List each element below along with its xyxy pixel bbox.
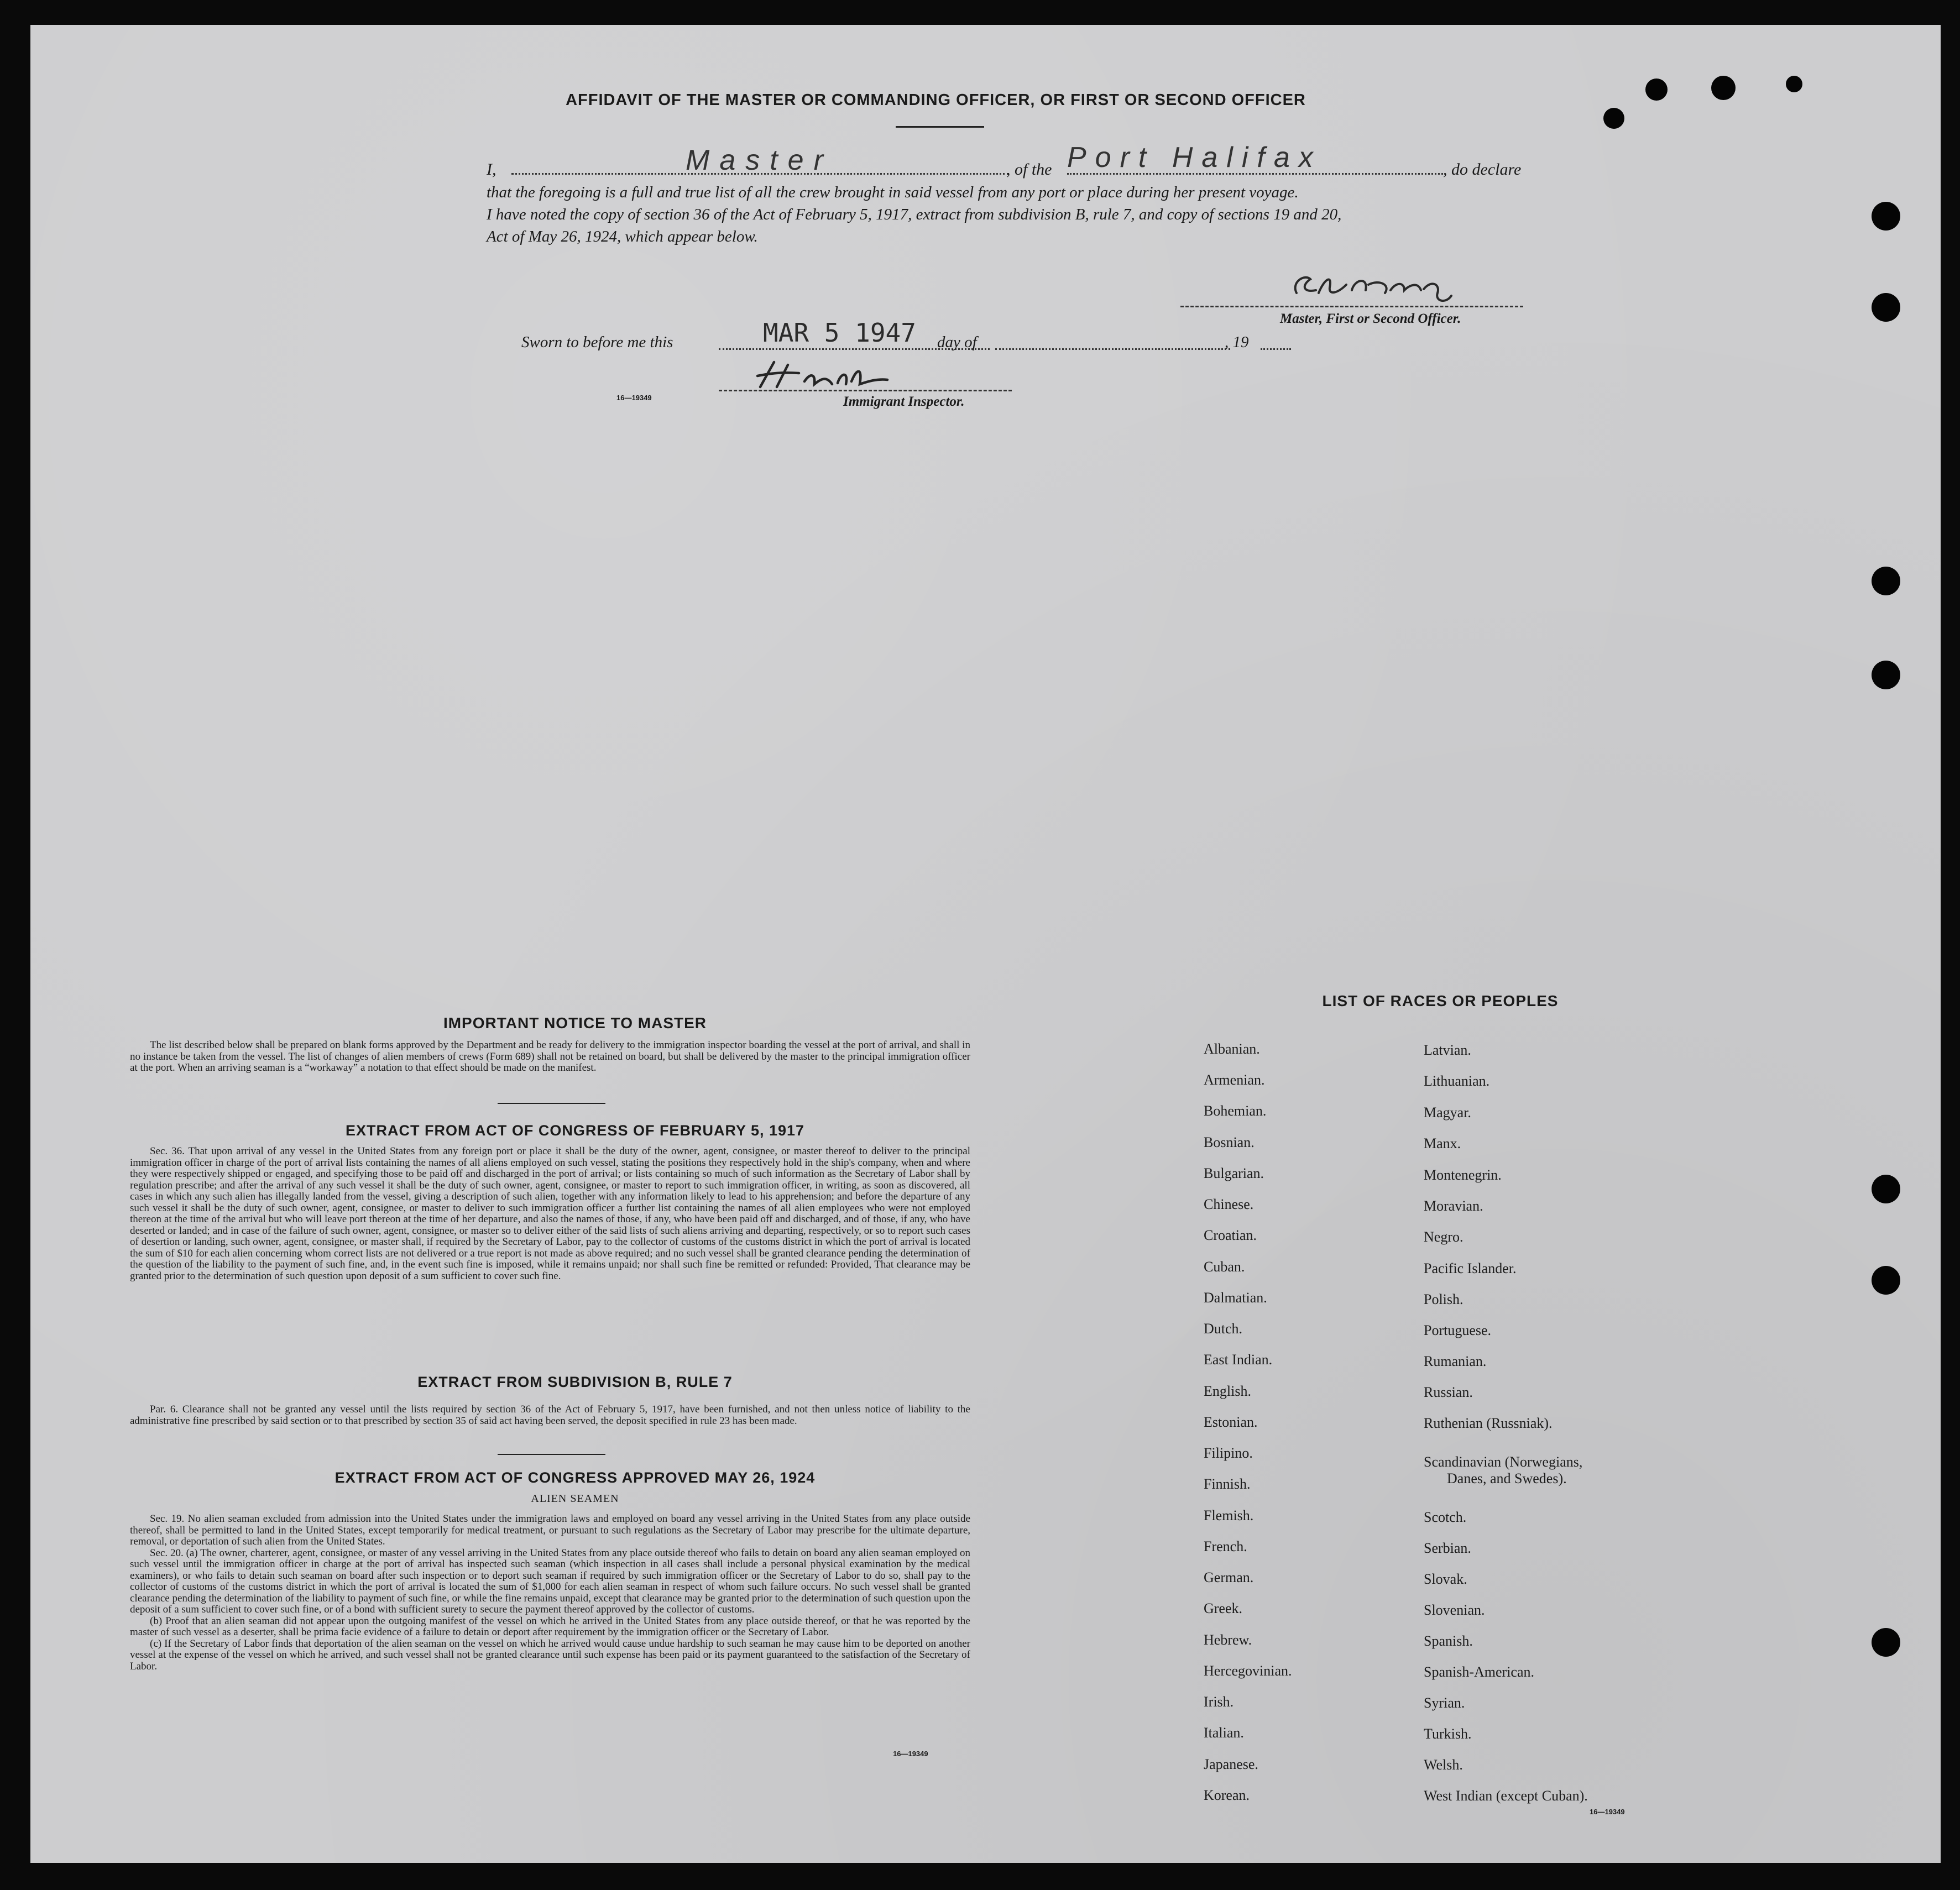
month-line (995, 348, 1230, 350)
race-col2-item: Slovenian. (1424, 1602, 1485, 1618)
race-col2-item: Serbian. (1424, 1540, 1471, 1556)
notice-text (130, 1040, 970, 1074)
section-20b-paragraph: (b) Proof that an alien seaman did not appear upon the outgoing manifest of the vessel on which he arrived in the United States from any place outside thereof, or that he was reported by the master of such vessel as a deserter, shall be prima facie evidence of a failure to detain or deport after requirement by the immigration officer or the Secretary of Labor. (130, 1615, 970, 1638)
section-20c-paragraph: (c) If the Secretary of Labor finds that deportation of the alien seaman on the vessel on which he arrived would cause undue hardship to such seaman he may cause him to be deported on another vessel at the expense of the vessel on which he arrived, and such vessel shall not be granted clearance until such expense has been paid or its payment guaranteed to the satisfaction of the Secretary of Labor. (130, 1637, 970, 1672)
i-label: I, (487, 160, 496, 179)
race-col2-item: Rumanian. (1424, 1353, 1487, 1369)
name-handwritten: Master (686, 144, 833, 176)
section-20a-paragraph: Sec. 20. (a) The owner, charterer, agent, consignee, or master of any vessel arriving in the United States from any place outside thereof who fails to detain on board any alien seaman employed on such vessel until the immigration officer in charge at the port of arrival has inspected such seaman (which inspection in all cases shall include a personal physical examination by the medical examiners), or who fails to detain such seaman on board after such inspection or to deport such seaman if required by such immigration officer or the Secretary of Labor to do so, shall pay to the collector of customs of the customs district in which the port of arrival is located the sum of $1,000 for each alien seaman in respect of whom such failure occurs. No such vessel shall be granted clearance pending the determination of the liability to payment of such fine, or while the fine remains unpaid, except that clearance may be granted prior to the determination of such question upon the deposit of a sum sufficient to cover such fine, or of a bond with sufficient surety to secure the payment thereof approved by the collector of customs. (130, 1547, 970, 1615)
race-col2-item: Pacific Islander. (1424, 1260, 1517, 1276)
race-col2-item: Scotch. (1424, 1509, 1467, 1525)
year-label: , 19 (1225, 333, 1249, 351)
punch-hole (1603, 108, 1624, 129)
race-col2-continuation: Danes, and Swedes). (1447, 1470, 1567, 1486)
form-number-bottom-right: 16—19349 (1590, 1808, 1625, 1816)
race-col2-item: Manx. (1424, 1135, 1461, 1151)
race-col2-item: Montenegrin. (1424, 1167, 1502, 1183)
affidavit-line-3: I have noted the copy of section 36 of the Act of February 5, 1917, extract from subdivision B, rule 7, and copy of sections 19 and 20, (487, 206, 1342, 223)
punch-hole (1872, 661, 1900, 689)
rule-7-text (130, 1404, 970, 1427)
race-col1-item: Flemish. (1204, 1507, 1254, 1523)
race-col2-item: West Indian (except Cuban). (1424, 1788, 1588, 1804)
title-divider (896, 126, 984, 128)
section-36-paragraph: Sec. 36. That upon arrival of any vessel in the United States from any foreign port or place it shall be the duty of the owner, agent, consignee, or master thereof to deliver to the principal immigration officer in charge of the port of arrival lists containing the names of all aliens employed on such vessel, stating the positions they respectively hold in the ship's company, when and where they were respectively shipped or engaged, and specifying those to be paid off and discharged in the port of arrival; or lists containing so much of such information as the Secretary of Labor shall by regulation prescribe; and after the arrival of any such vessel it shall be the duty of such owner, agent, consignee, or master to report to such immigration officer, in writing, as soon as discovered, all cases in which any such alien has illegally landed from the vessel, giving a description of such alien, together with any information likely to lead to his apprehension; and before the departure of any such vessel it shall be the duty of such owner, agent, consignee, or master to deliver to such immigration officer a further list containing the names of all alien employees who were not employed thereon at the time of the arrival but who will leave port thereon at the time of her departure, and also the names of those, if any, who have been paid off and discharged, and of those, if any, who have deserted or landed; and in case of the failure of such owner, agent, consignee, or master so to deliver either of the said lists of such aliens arriving and departing, respectively, or so to report such cases of desertion or landing, such owner, agent, consignee, or master shall, if required by the Secretary of Labor, pay to the collector of customs of the customs district in which the port of arrival is located the sum of $10 for each alien concerning whom correct lists are not delivered or a true report is not made as above required; and no such vessel shall be granted clearance pending the determination of the question of the liability to the payment of such fine, and, in the event such fine is imposed, while it remains unpaid; nor shall such fine be remitted or refunded: Provided, That clearance may be granted prior to the determination of such question upon deposit of a sum sufficient to cover such fine. (130, 1145, 970, 1282)
race-col1-item: Armenian. (1204, 1072, 1265, 1088)
race-col1-item: Finnish. (1204, 1476, 1251, 1492)
race-col1-item: Albanian. (1204, 1041, 1260, 1057)
punch-hole (1872, 293, 1900, 322)
inspector-signature-line (719, 390, 1012, 391)
affidavit-line-4: Act of May 26, 1924, which appear below. (487, 228, 758, 245)
race-col1-item: German. (1204, 1569, 1254, 1585)
master-caption: Master, First or Second Officer. (1280, 311, 1461, 326)
race-col2-item: Turkish. (1424, 1726, 1472, 1742)
day-of-label: day of (937, 333, 977, 351)
race-col1-item: Dalmatian. (1204, 1290, 1267, 1306)
race-col2-item: Lithuanian. (1424, 1073, 1490, 1089)
race-col2-item: Slovak. (1424, 1571, 1467, 1587)
race-col2-item: Negro. (1424, 1229, 1464, 1245)
rule-7-divider (498, 1454, 605, 1455)
race-col2-item: Portuguese. (1424, 1322, 1492, 1338)
race-col1-item: Estonian. (1204, 1414, 1258, 1430)
extract-1924-text (130, 1514, 970, 1672)
rule-7-title: EXTRACT FROM SUBDIVISION B, RULE 7 (417, 1374, 733, 1390)
affidavit-line-2: that the foregoing is a full and true list of all the crew brought in said vessel from any port or place during her present voyage. (487, 184, 1299, 201)
race-col1-item: French. (1204, 1538, 1247, 1554)
race-col2-item: Moravian. (1424, 1198, 1483, 1214)
race-col1-item: Greek. (1204, 1600, 1243, 1616)
notice-title: IMPORTANT NOTICE TO MASTER (443, 1014, 707, 1032)
punch-hole (1872, 1266, 1900, 1295)
master-signature-line (1180, 306, 1523, 307)
race-col1-item: Dutch. (1204, 1321, 1243, 1337)
extract-1924-title: EXTRACT FROM ACT OF CONGRESS APPROVED MAY 26, 1924 (334, 1469, 816, 1486)
race-col1-item: Bulgarian. (1204, 1165, 1264, 1181)
race-col1-item: Hercegovinian. (1204, 1663, 1292, 1679)
sworn-label: Sworn to before me this (521, 333, 673, 351)
race-col2-item: Syrian. (1424, 1695, 1465, 1711)
race-col1-item: Japanese. (1204, 1756, 1258, 1772)
race-col2-item: Spanish. (1424, 1633, 1473, 1649)
race-col2-item: Polish. (1424, 1291, 1464, 1307)
section-19-paragraph: Sec. 19. No alien seaman excluded from admission into the United States under the immigration laws and employed on board any vessel arriving in the United States from any place outside thereof, shall be permitted to land in the United States, except temporarily for medical treatment, or pursuant to such regulations as the Secretary of Labor may prescribe for the ultimate departure, removal, or deportation of such alien from the United States. (130, 1513, 970, 1547)
master-signature (1285, 263, 1473, 307)
race-col1-item: Cuban. (1204, 1259, 1245, 1275)
do-declare-label: , do declare (1443, 160, 1522, 179)
race-col2-item: Scandinavian (Norwegians, (1424, 1454, 1583, 1470)
extract-1917-title: EXTRACT FROM ACT OF CONGRESS OF FEBRUARY 5, 1917 (345, 1122, 805, 1139)
notice-paragraph: The list described below shall be prepared on blank forms approved by the Department and be ready for delivery to the immigration inspector boarding the vessel at the port of arrival, and shall in no instance be taken from the vessel. The list of changes of alien members of crews (Form 689) shall not be retained on board, but shall be delivered by the master to the principal immigration officer at the port. When an arriving seaman is a “workaway” a notation to that effect should be made on the manifest. (130, 1039, 970, 1074)
punch-hole (1872, 567, 1900, 595)
race-col2-item: Welsh. (1424, 1757, 1463, 1773)
race-col2-item: Ruthenian (Russniak). (1424, 1415, 1553, 1431)
of-the-label: , of the (1006, 160, 1052, 179)
race-col1-item: East Indian. (1204, 1352, 1273, 1368)
alien-seamen-subtitle: ALIEN SEAMEN (531, 1493, 619, 1505)
rule-7-paragraph: Par. 6. Clearance shall not be granted any vessel until the lists required by section 36 of the Act of February 5, 1917, have been furnished, and not then unless notice of liability to the administrative fine prescribed by said section or to that prescribed by section 35 of said act having been served, the deposit specified in rule 23 has been made. (130, 1404, 970, 1427)
punch-hole (1872, 202, 1900, 231)
race-col1-item: Bohemian. (1204, 1103, 1267, 1119)
race-col1-item: Hebrew. (1204, 1632, 1252, 1648)
race-col2-item: Spanish-American. (1424, 1664, 1535, 1680)
race-col1-item: Irish. (1204, 1694, 1234, 1710)
race-col1-item: Filipino. (1204, 1445, 1253, 1461)
race-col1-item: Italian. (1204, 1725, 1244, 1741)
vessel-handwritten: Port Halifax (1067, 142, 1322, 174)
race-col2-item: Magyar. (1424, 1104, 1471, 1121)
race-col2-item: Russian. (1424, 1384, 1473, 1400)
year-line (1261, 348, 1291, 350)
races-title: LIST OF RACES OR PEOPLES (1322, 992, 1559, 1009)
race-col1-item: Bosnian. (1204, 1134, 1255, 1150)
punch-hole (1872, 1175, 1900, 1203)
inspector-caption: Immigrant Inspector. (843, 394, 965, 409)
form-number-bottom-left: 16—19349 (893, 1750, 928, 1758)
race-col1-item: Croatian. (1204, 1227, 1257, 1243)
form-number-top: 16—19349 (616, 394, 652, 402)
punch-hole (1872, 1628, 1900, 1657)
race-col1-item: Korean. (1204, 1787, 1250, 1803)
affidavit-title: AFFIDAVIT OF THE MASTER OR COMMANDING OFFICER, OR FIRST OR SECOND OFFICER (566, 91, 1306, 109)
punch-hole (1786, 76, 1802, 92)
extract-1917-text (130, 1146, 970, 1282)
notice-divider (498, 1103, 605, 1104)
document-sheet (30, 25, 1941, 1863)
sworn-date-stamp: MAR 5 1947 (763, 318, 916, 348)
race-col2-item: Latvian. (1424, 1042, 1471, 1058)
race-col1-item: Chinese. (1204, 1196, 1254, 1212)
race-col1-item: English. (1204, 1383, 1251, 1399)
